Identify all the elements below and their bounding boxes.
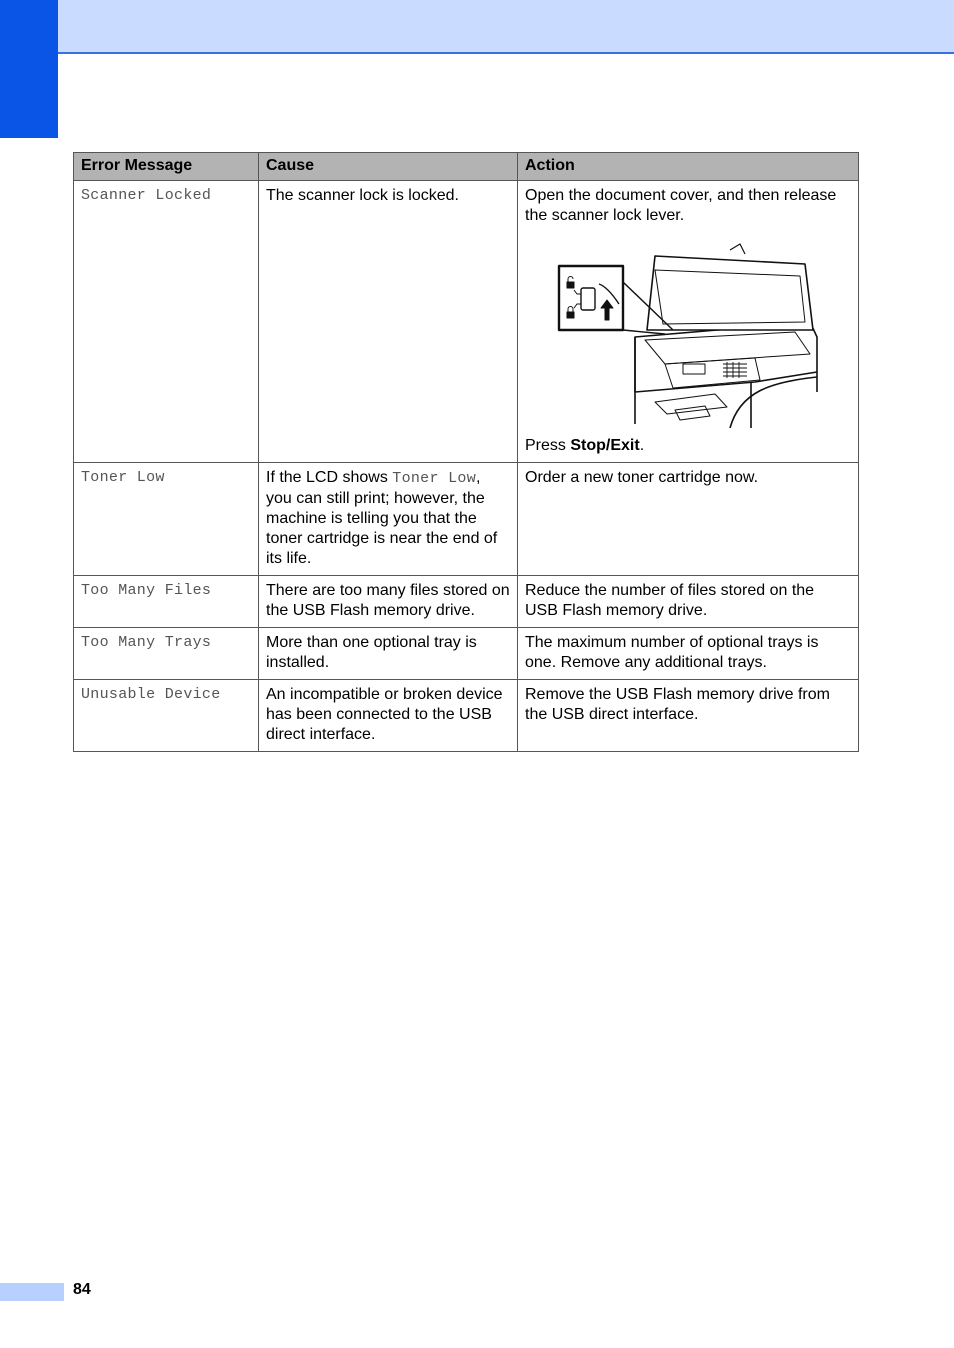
cause-cell: An incompatible or broken device has been connected to the USB direct interface. [259, 680, 518, 752]
chapter-tab [0, 0, 58, 138]
header-action: Action [518, 153, 859, 181]
action-cell: Reduce the number of files stored on the USB Flash memory drive. [518, 576, 859, 628]
error-message-cell: Unusable Device [74, 680, 259, 752]
table-row [74, 576, 859, 628]
action-text: Open the document cover, and then release the scanner lock lever. [525, 187, 837, 224]
header-band [58, 0, 954, 54]
table-row [74, 181, 859, 463]
table-header-row [74, 153, 859, 181]
table-row [74, 463, 859, 576]
page-number: 84 [73, 1281, 91, 1298]
lcd-message-code: Toner Low [392, 470, 476, 487]
table-row [74, 680, 859, 752]
action-cell: Order a new toner cartridge now. [518, 463, 859, 576]
stop-exit-key: Stop/Exit [570, 437, 640, 454]
error-message-table [73, 152, 859, 752]
error-message-cell: Scanner Locked [74, 181, 259, 463]
cause-cell: The scanner lock is locked. [259, 181, 518, 463]
error-message-cell: Too Many Trays [74, 628, 259, 680]
action-cell [518, 181, 859, 463]
scanner-lock-lever-illustration [555, 242, 825, 428]
footer-bar [0, 1283, 64, 1301]
error-message-cell: Too Many Files [74, 576, 259, 628]
error-message-cell: Toner Low [74, 463, 259, 576]
action-cell: Remove the USB Flash memory drive from the USB direct interface. [518, 680, 859, 752]
press-instruction: Press Stop/Exit. [525, 437, 645, 454]
cause-cell: If the LCD shows Toner Low, you can still print; however, the machine is telling you that the toner cartridge is near the end of its life. [259, 463, 518, 576]
cause-cell: More than one optional tray is installed. [259, 628, 518, 680]
header-cause: Cause [259, 153, 518, 181]
action-cell: The maximum number of optional trays is one. Remove any additional trays. [518, 628, 859, 680]
table-row [74, 628, 859, 680]
header-error-message: Error Message [74, 153, 259, 181]
cause-cell: There are too many files stored on the USB Flash memory drive. [259, 576, 518, 628]
